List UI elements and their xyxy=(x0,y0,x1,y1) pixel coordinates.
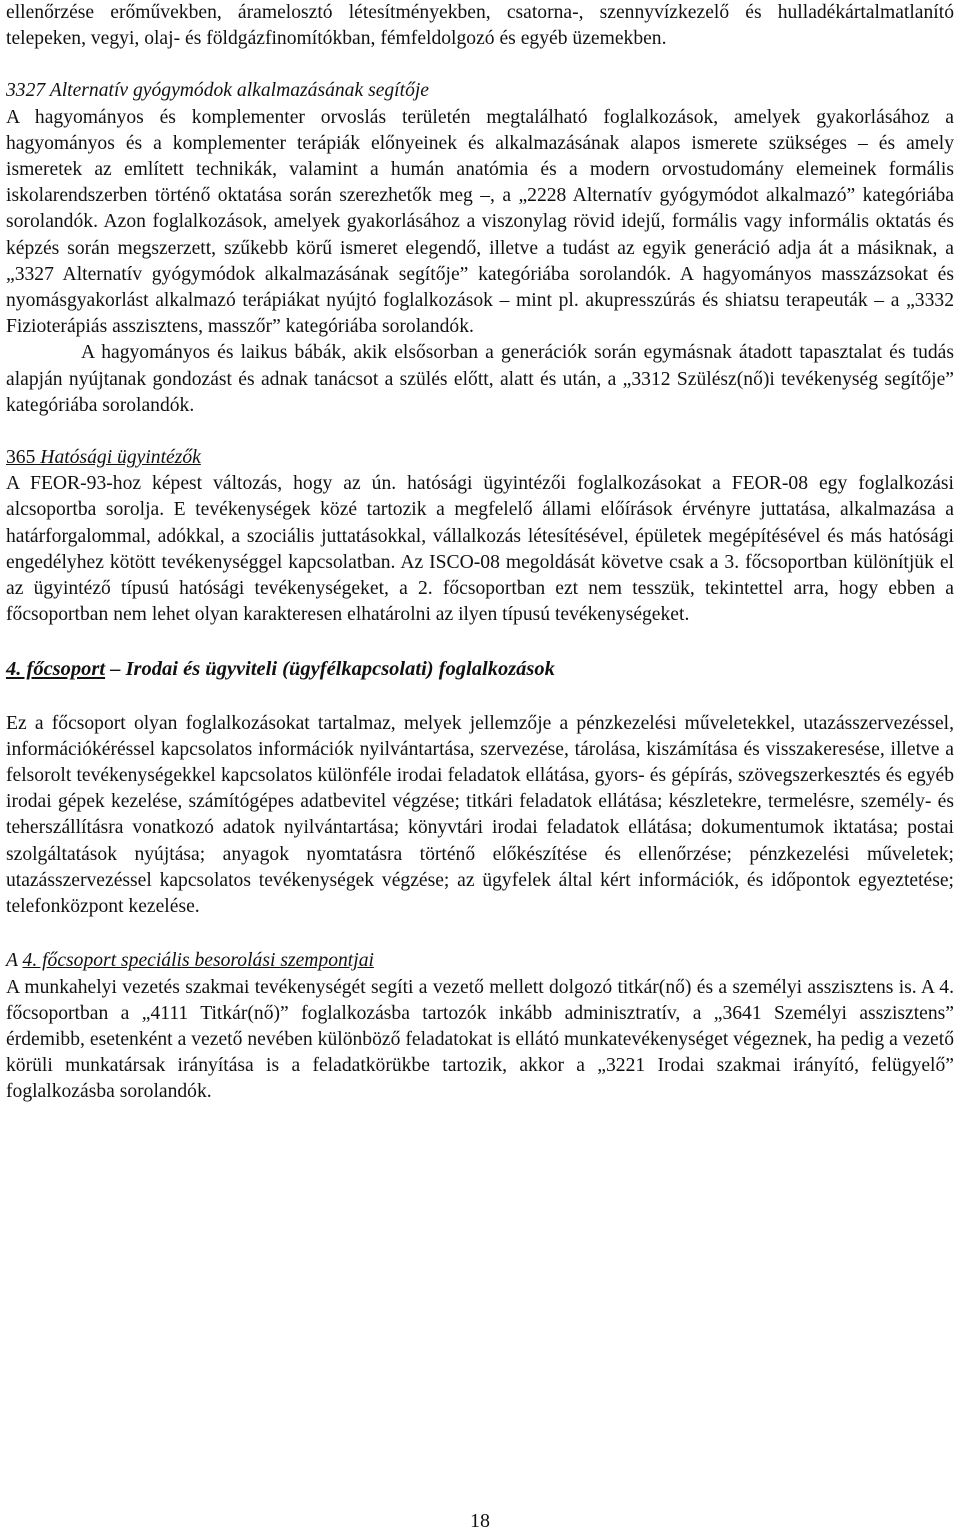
spacer xyxy=(6,683,954,711)
authority-title-number: 365 xyxy=(6,447,36,469)
document-page xyxy=(6,0,954,1106)
main-group-heading-prefix: 4. főcsoport xyxy=(6,658,106,681)
special-paragraph: A munkahelyi vezetés szakmai tevékenységét segíti a vezető mellett dolgozó titkár(nő) és a személyi asszisztens is. A 4. főcsoportban a „4111 Titkár(nő)” foglalkozásba tartozók inkább adminisztratív, a „3641 Személyi asszisztens” érdemibb, esetenként a vezető nevében különböző feladatokat is ellátó munkatevékenységet végeznek, ha pedig a vezető körüli munkatársak irányítása is a feladatkörükbe tartozik, akkor a „3221 Irodai szakmai irányító, felügyelő” foglalkozásba sorolandók. xyxy=(6,976,954,1103)
spacer xyxy=(6,920,954,948)
page-number: 18 xyxy=(470,1510,490,1532)
spacer xyxy=(6,419,954,445)
authority-title xyxy=(6,445,954,471)
spacer xyxy=(6,628,954,656)
main-group-paragraph: Ez a főcsoport olyan foglalkozásokat tartalmaz, melyek jellemzője a pénzkezelési műveletekkel, utazásszervezéssel, információkéréssel kapcsolatos információk nyilvántartása, szervezése, tárolása, kiszámítása és visszakeresése, illetve a felsorolt tevékenységekkel kapcsolatos különféle irodai feladatok ellátása, gyors- és gépírás, szövegszerkesztés és egyéb irodai gépek kezelése, számítógépes adatbevitel végzése; titkári feladatok ellátása; készletekre, termelésre, személy- és teherszállításra vonatkozó adatok nyilvántartása; könyvtári irodai feladatok ellátása; dokumentumok iktatása; postai szolgáltatások nyújtása; anyagok nyomtatásra történő előkészítése és ellenőrzése; pénzkezelési műveletek; utazásszervezéssel kapcsolatos tevékenységek végzése; az ügyfelek által kért információk, és időpontok egyeztetése; telefonközpont kezelése. xyxy=(6,712,954,918)
authority-title-text: Hatósági ügyintézők xyxy=(40,447,201,469)
authority-paragraph: A FEOR-93-hoz képest változás, hogy az ún. hatósági ügyintézői foglalkozásokat a FEOR-08 egy foglalkozási alcsoportba sorolja. E tevékenységek közé tartozik a megfelelő állami előírások érvényre juttatása, alkalmazása a határforgalommal, adókkal, a szociális juttatásokkal, vállalkozás létesítésével, épületek megépítésével és más hatósági engedélyhez kötött tevékenységgel kapcsolatban. Az ISCO-08 megoldását követve csak a 3. főcsoportban különítjük el az ügyintéző típusú hatósági tevékenységeket, a 2. főcsoportban ezt nem tesszük, tekintettel arra, hogy ebben a főcsoportban nem lehet olyan karakteresen elhatárolni az ilyen típusú tevékenységeket. xyxy=(6,473,954,626)
alt-medicine-title: 3327 Alternatív gyógymódok alkalmazásának segítője xyxy=(6,80,430,102)
special-title-text: 4. főcsoport speciális besorolási szempontjai xyxy=(22,950,374,972)
alt-medicine-paragraph-2: A hagyományos és laikus bábák, akik elsősorban a generációk során egymásnak átadott tapasztalat és tudás alapján nyújtanak gondozást és adnak tanácsot a szülés előtt, alatt és után, a „3312 Szülész(nő)i tevékenység segítője” kategóriába sorolandók. xyxy=(6,342,954,416)
continuation-paragraph: ellenőrzése erőművekben, áramelosztó létesítményekben, csatorna-, szennyvízkezelő és hulladékártalmatlanító telepeken, vegyi, olaj- és földgázfinomítókban, fémfeldolgozó és egyéb üzemekben. xyxy=(6,2,954,50)
special-title xyxy=(6,948,954,974)
special-title-prefix: A xyxy=(6,950,23,972)
spacer xyxy=(6,52,954,78)
alt-medicine-paragraph-1: A hagyományos és komplementer orvoslás területén megtalálható foglalkozások, amelyek gyakorlásához a hagyományos és a komplementer terápiák előnyeinek és alkalmazásának alapos ismerete szükséges – és amely ismeretek az említett technikák, valamint a humán anatómia és a modern orvostudomány elemeinek formális iskolarendszerben történő oktatása során szerezhetők meg –, a „2228 Alternatív gyógymódot alkalmazó” kategóriába sorolandók. Azon foglalkozások, amelyek gyakorlásához a viszonylag rövid idejű, formális vagy informális oktatás és képzés során megszerzett, szűkebb körű ismeret elegendő, illetve a tudást az egyik generáció adja át a másiknak, a „3327 Alternatív gyógymódok alkalmazásának segítője” kategóriába sorolandók. A hagyományos masszázsokat és nyomásgyakorlást alkalmazó terápiákat nyújtó foglalkozások – mint pl. akupresszúrás és shiatsu terapeuták – a „3332 Fizioterápiás asszisztens, masszőr” kategóriába sorolandók. xyxy=(6,106,954,338)
main-group-heading xyxy=(6,656,954,682)
main-group-heading-rest: – Irodai és ügyviteli (ügyfélkapcsolati) foglalkozások xyxy=(105,658,555,681)
